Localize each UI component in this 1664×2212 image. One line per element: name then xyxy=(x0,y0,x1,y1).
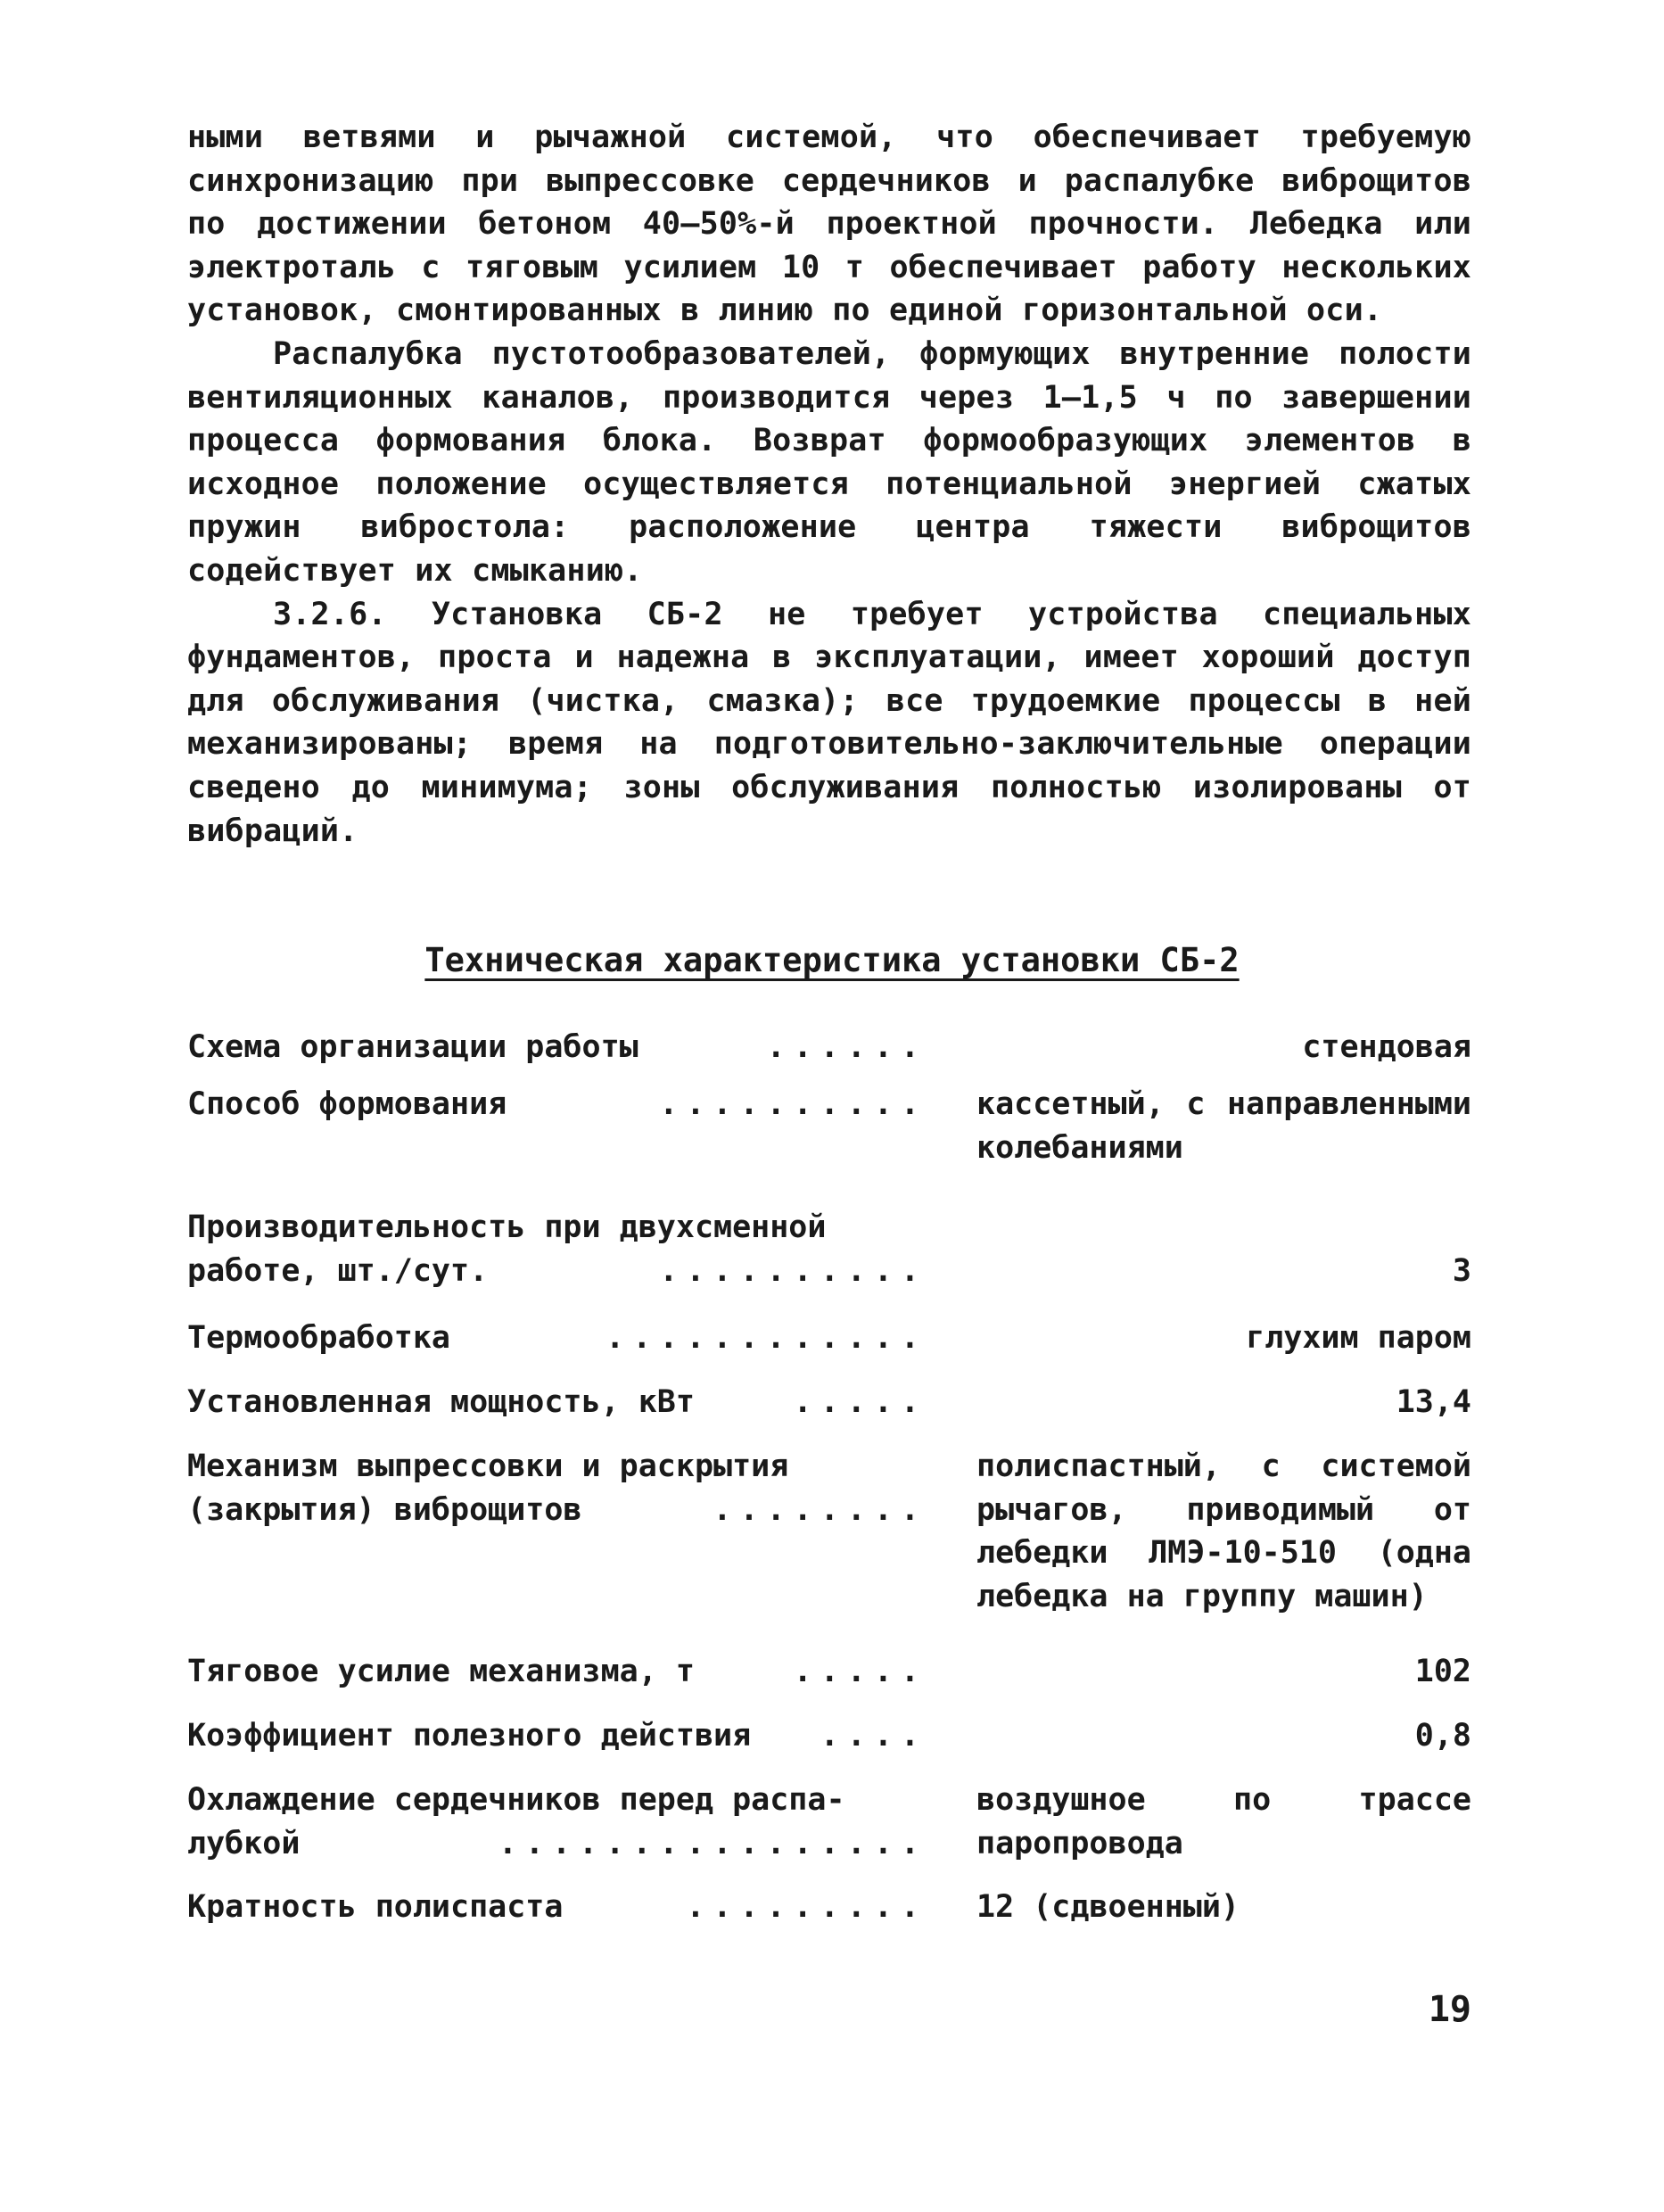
spec-value: воздушное по трассе паропровода xyxy=(976,1782,1471,1861)
spec-name-line: Термообработка xyxy=(187,1320,451,1356)
leader-dots: ..... xyxy=(793,1384,927,1420)
spec-name xyxy=(187,1886,927,1929)
leader-dots: .......... xyxy=(659,1252,927,1289)
spec-name-line: Тяговое усилие механизма, т xyxy=(187,1654,695,1689)
page-number: 19 xyxy=(1428,1989,1471,2030)
spec-title xyxy=(0,941,1664,979)
spec-value: стендовая xyxy=(1302,1029,1471,1065)
leader-dots: ........ xyxy=(713,1491,927,1528)
spec-name-line: Охлаждение сердечников перед распа- xyxy=(187,1782,845,1818)
spec-name-line: Коэффициент полезного действия xyxy=(187,1718,752,1754)
spec-name xyxy=(187,1206,927,1292)
body-text xyxy=(187,116,1471,853)
paragraph-3-2-6: 3.2.6. Установка СБ-2 не требует устройства специальных фундаментов, проста и надежна в эксплуатации, имеет хороший доступ для обслуживания (чистка, смазка); все трудоемкие процессы в ней механизированы; время на подготовительно-заключительные операции сведено до минимума; зоны обслуживания полностью изолированы от вибраций. xyxy=(187,596,1471,849)
leader-dots: ......... xyxy=(686,1889,927,1925)
spec-name-line: Способ формования xyxy=(187,1086,507,1122)
leader-dots: .... xyxy=(820,1718,927,1754)
spec-name xyxy=(187,1779,927,1865)
spec-name xyxy=(187,1445,927,1531)
spec-value: 0,8 xyxy=(1414,1718,1471,1754)
spec-name xyxy=(187,1650,927,1694)
spec-name xyxy=(187,1026,927,1069)
leader-dots: ................ xyxy=(498,1825,927,1861)
paragraph-continuation: ными ветвями и рычажной системой, что обеспечивает требуемую синхронизацию при выпрессовке сердечников и распалубке виброщитов по достижении бетоном 40–50%-й проектной прочности. Лебедка или электроталь с тяговым усилием 10 т обеспечивает работу нескольких установок, смонтированных в линию по единой горизонтальной оси. xyxy=(187,120,1471,329)
spec-name xyxy=(187,1381,927,1424)
spec-name-line: Установленная мощность, кВт xyxy=(187,1384,695,1420)
leader-dots: .......... xyxy=(659,1086,927,1122)
spec-name-line: Схема организации работы xyxy=(187,1029,638,1065)
spec-name-line: (закрытия) виброщитов xyxy=(187,1491,582,1528)
spec-name-line: работе, шт./сут. xyxy=(187,1252,489,1289)
spec-name-line: Механизм выпрессовки и раскрытия xyxy=(187,1449,789,1484)
paragraph-formwork: Распалубка пустотообразователей, формующих внутренние полости вентиляционных каналов, производится через 1–1,5 ч по завершении процесса формования блока. Возврат формообразующих элементов в исходное положение осуществляется потенциальной энергией сжатых пружин вибростола: расположение центра тяжести виброщитов содействует их смыканию. xyxy=(187,335,1471,589)
spec-name xyxy=(187,1714,927,1758)
spec-name-line: Кратность полиспаста xyxy=(187,1889,564,1925)
leader-dots: ..... xyxy=(793,1654,927,1689)
spec-value: глухим паром xyxy=(1246,1320,1471,1356)
spec-title-text: Техническая характеристика установки СБ-2 xyxy=(424,941,1240,979)
spec-value: 102 xyxy=(1414,1654,1471,1689)
spec-value: 3 xyxy=(1452,1252,1471,1289)
spec-value: 12 (сдвоенный) xyxy=(976,1889,1240,1925)
spec-name xyxy=(187,1316,927,1360)
leader-dots: ............ xyxy=(605,1320,927,1356)
leader-dots: ...... xyxy=(766,1029,927,1065)
spec-value: 13,4 xyxy=(1396,1384,1471,1420)
spec-name-line: Производительность при двухсменной xyxy=(187,1209,827,1245)
spec-value: кассетный, с направленными колебаниями xyxy=(976,1086,1471,1166)
spec-name-line: лубкой xyxy=(187,1825,301,1861)
spec-value: полиспастный, с системой рычагов, приводимый от лебедки ЛМЭ-10-510 (одна лебедка на группу машин) xyxy=(976,1449,1471,1614)
spec-name xyxy=(187,1083,927,1127)
